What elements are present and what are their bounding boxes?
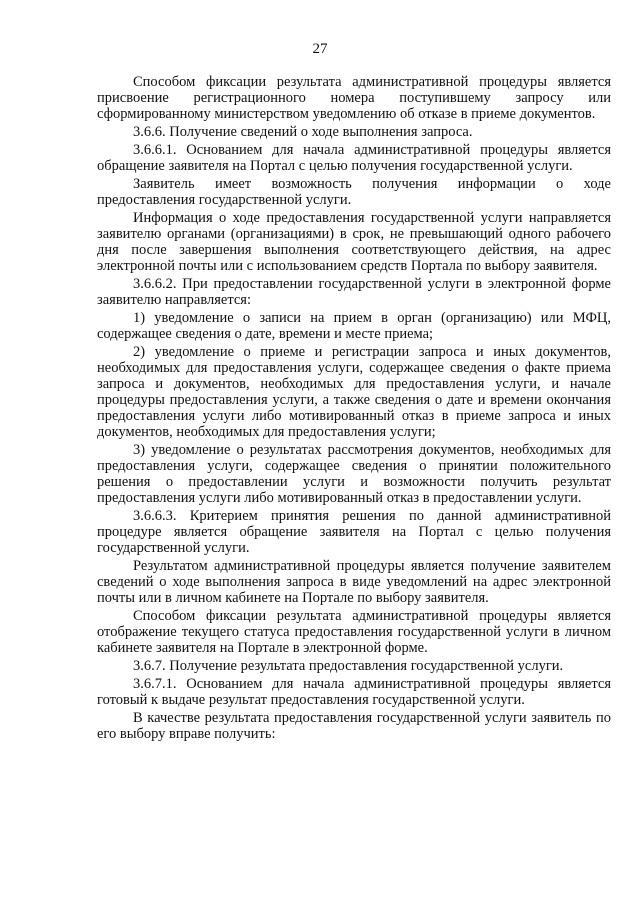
paragraph-3-6-7-1: 3.6.7.1. Основанием для начала административной процедуры является готовый к выдаче результат предоставления государственной услуги. [97,676,611,708]
paragraph-progress-information: Информация о ходе предоставления государственной услуги направляется заявителю органами (организациями) в срок, не превышающий одного рабочего дня после завершения выполнения соответствующего действия, на адрес электронной почты или с использованием средств Портала по выбору заявителя. [97,210,611,274]
paragraph-procedure-result: Результатом административной процедуры является получение заявителем сведений о ходе выполнения запроса в виде уведомлений на адрес электронной почты или в личном кабинете на Портале по выбору заявителя. [97,558,611,606]
page-number: 27 [312,41,328,57]
list-item-1: 1) уведомление о записи на прием в орган (организацию) или МФЦ, содержащее сведения о дате, времени и месте приема; [97,310,611,342]
list-item-2: 2) уведомление о приеме и регистрации запроса и иных документов, необходимых для предоставления услуги, содержащее сведения о факте приема запроса и документов, необходимых для предоставления услуги, и начале процедуры предоставления услуги, а также сведения о дате и времени окончания предоставления услуги либо мотивированный отказ в приеме запроса и иных документов, необходимых для предоставления услуги; [97,344,611,440]
document-body [97,74,611,744]
paragraph-applicant-possibility: Заявитель имеет возможность получения информации о ходе предоставления государственной услуги. [97,176,611,208]
paragraph-3-6-6-3: 3.6.6.3. Критерием принятия решения по данной административной процедуре является обращение заявителя на Портал с целью получения государственной услуги. [97,508,611,556]
paragraph-status-fixation: Способом фиксации результата административной процедуры является отображение текущего статуса предоставления государственной услуги в личном кабинете заявителя на Портале в электронной форме. [97,608,611,656]
section-heading-3-6-6: 3.6.6. Получение сведений о ходе выполнения запроса. [133,124,473,140]
paragraph-3-6-6-2: 3.6.6.2. При предоставлении государственной услуги в электронной форме заявителю направляется: [97,276,611,308]
paragraph-result-options: В качестве результата предоставления государственной услуги заявитель по его выбору вправе получить: [97,710,611,742]
section-heading-3-6-7: 3.6.7. Получение результата предоставления государственной услуги. [133,658,564,674]
paragraph-3-6-6-1: 3.6.6.1. Основанием для начала административной процедуры является обращение заявителя на Портал с целью получения государственной услуги. [97,142,611,174]
list-item-3: 3) уведомление о результатах рассмотрения документов, необходимых для предоставления услуги, содержащее сведения о принятии положительного решения о предоставлении услуги и возможности получить результат предоставления услуги либо мотивированный отказ в предоставлении услуги. [97,442,611,506]
paragraph-fixation-method: Способом фиксации результата административной процедуры является присвоение регистрационного номера поступившему запросу или сформированному министерством уведомлению об отказе в приеме документов. [97,74,611,122]
